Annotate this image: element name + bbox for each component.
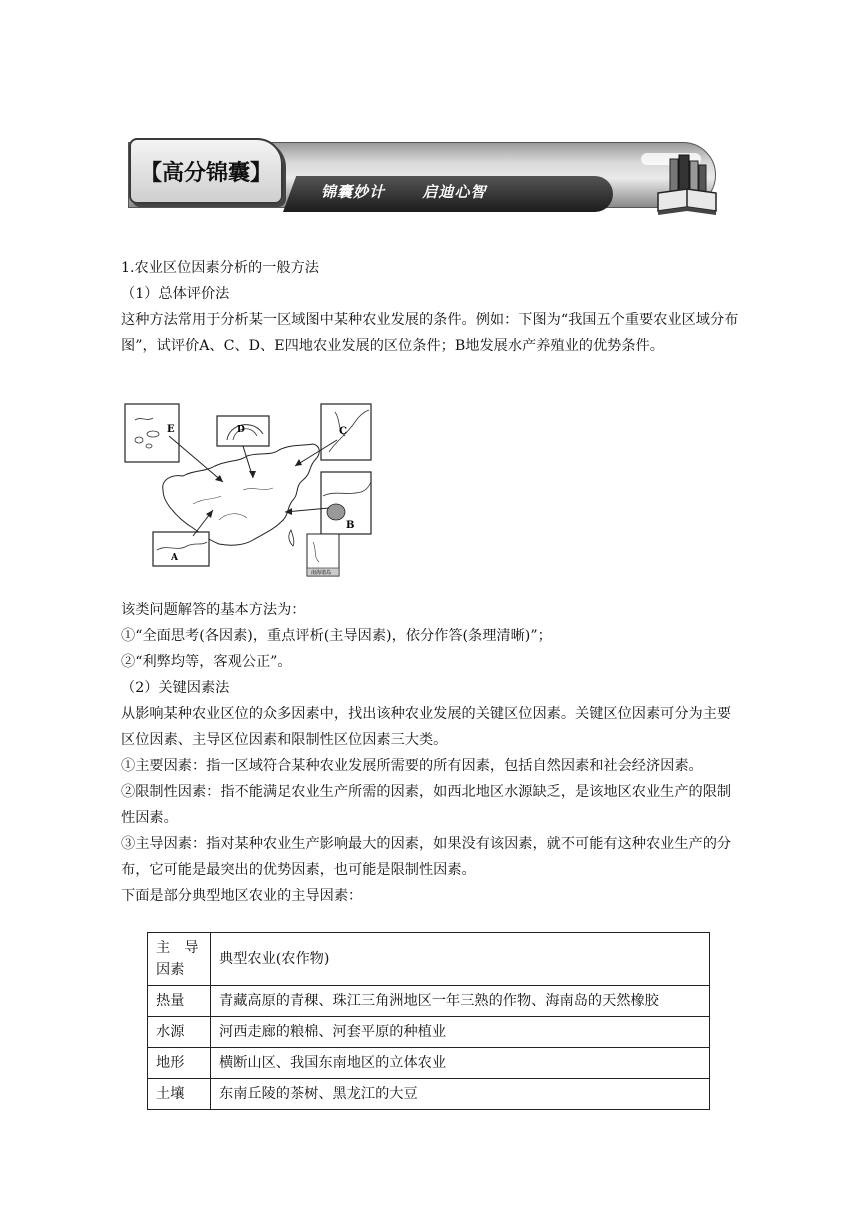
map-label-c: C xyxy=(339,426,347,437)
banner-label: 【高分锦囊】 xyxy=(129,138,283,204)
method1-title: （1）总体评价法 xyxy=(121,286,230,302)
table-cell-agriculture: 横断山区、我国东南地区的立体农业 xyxy=(211,1048,710,1079)
map-inset-caption: 南海诸岛 xyxy=(311,570,332,576)
table-cell-factor: 地形 xyxy=(148,1048,211,1079)
table-cell-factor: 热量 xyxy=(148,986,211,1017)
table-header-agriculture: 典型农业(农作物) xyxy=(211,933,710,986)
table-row xyxy=(148,1079,710,1110)
table-cell-agriculture: 河西走廊的粮棉、河套平原的种植业 xyxy=(211,1017,710,1048)
china-outline xyxy=(163,444,320,545)
method1-text: 这种方法常用于分析某一区域图中某种农业发展的条件。例如：下图为“我国五个重要农业区域分布图”，试评价A、C、D、E四地农业发展的区位条件；B地发展水产养殖业的优势条件。 xyxy=(121,312,739,354)
dominant-factors-table xyxy=(147,932,710,1110)
table-header-factor: 主 导因素 xyxy=(148,933,211,986)
map-label-b: B xyxy=(346,520,355,531)
section-key-factors xyxy=(121,597,741,909)
table-row xyxy=(148,1017,710,1048)
method2-title: （2）关键因素法 xyxy=(121,680,230,696)
factor-main: ①主要因素：指一区域符合某种农业发展所需要的所有因素，包括自然因素和社会经济因素。 xyxy=(121,758,703,774)
book-icon xyxy=(654,153,720,219)
agriculture-regions-map xyxy=(123,400,375,578)
map-label-a: A xyxy=(171,553,178,563)
map-box-a xyxy=(153,532,209,566)
table-intro: 下面是部分典型地区农业的主导因素： xyxy=(121,888,363,904)
table-cell-factor: 土壤 xyxy=(148,1079,211,1110)
section-banner xyxy=(125,134,725,220)
factor-limiting: ②限制性因素：指不能满足农业生产所需的因素，如西北地区水源缺乏，是该地区农业生产的限制性因素。 xyxy=(121,784,732,826)
table-row xyxy=(148,986,710,1017)
method2-text: 从影响某种农业区位的众多因素中，找出该种农业发展的关键区位因素。关键区位因素可分为主要区位因素、主导区位因素和限制性区位因素三大类。 xyxy=(121,706,732,748)
map-label-d: D xyxy=(237,425,245,435)
table-cell-agriculture: 东南丘陵的茶树、黑龙江的大豆 xyxy=(211,1079,710,1110)
basic-method-point-1: ①“全面思考(各因素)，重点评析(主导因素)，依分作答(条理清晰)”； xyxy=(121,628,552,644)
basic-method-intro: 该类问题解答的基本方法为： xyxy=(121,602,306,618)
heading-methods: 1.农业区位因素分析的一般方法 xyxy=(121,260,319,276)
banner-slogan: 锦囊妙计 启迪心智 xyxy=(321,183,487,201)
basic-method-point-2: ②“利弊均等，客观公正”。 xyxy=(121,654,292,670)
map-label-e: E xyxy=(167,424,175,435)
table-row xyxy=(148,1048,710,1079)
table-header-row xyxy=(148,933,710,986)
factor-dominant: ③主导因素：指对某种农业生产影响最大的因素，如果没有该因素，就不可能有这种农业生产的分布，它可能是最突出的优势因素，也可能是限制性因素。 xyxy=(121,836,732,878)
table-cell-factor: 水源 xyxy=(148,1017,211,1048)
section-overall-evaluation xyxy=(121,255,741,359)
table-cell-agriculture: 青藏高原的青稞、珠江三角洲地区一年三熟的作物、海南岛的天然橡胶 xyxy=(211,986,710,1017)
